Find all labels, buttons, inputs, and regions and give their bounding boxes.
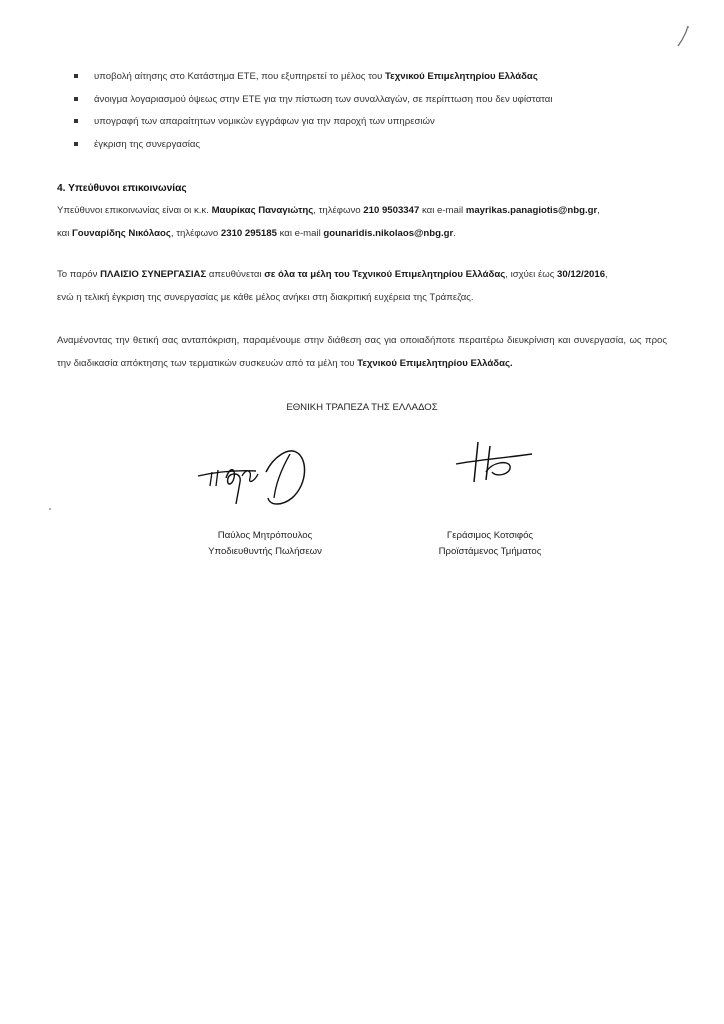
signer-title: Προϊστάμενος Τμήματος (438, 546, 542, 557)
contact-phone: 2310 295185 (220, 227, 277, 239)
list-item: υπογραφή των απαραίτητων νομικών εγγράφων για την παροχή των υπηρεσιών (72, 111, 672, 134)
steps-list (72, 66, 672, 156)
signer-title: Υποδιευθυντής Πωλήσεων (208, 546, 322, 557)
list-item: άνοιγμα λογαριασμού όψεως στην ΕΤΕ για την πίστωση των συναλλαγών, σε περίπτωση που δεν υφίσταται (72, 89, 672, 112)
scan-speck (49, 508, 51, 510)
signer-name: Παύλος Μητρόπουλος (217, 530, 313, 541)
bank-name: ΕΘΝΙΚΗ ΤΡΑΠΕΖΑ ΤΗΣ ΕΛΛΑΔΟΣ (286, 402, 438, 413)
closing-paragraph: Αναμένοντας την θετική σας ανταπόκριση, παραμένουμε στην διάθεση σας για οποιαδήποτε περαιτέρω διευκρίνιση και συνεργασία, ως προς την διαδικασία απόκτησης των τερματικών συσκευών από τα μέλη του Τεχνικού Επιμελητηρίου Ελλάδας. (57, 335, 667, 369)
validity-date: 30/12/2016 (557, 269, 606, 280)
contact-email: mayrikas.panagiotis@nbg.gr (465, 205, 598, 216)
signer-name: Γεράσιμος Κοτσιφός (446, 530, 534, 541)
contact-name: Γουναρίδης Νικόλαος (72, 227, 171, 239)
signer-left (170, 528, 360, 560)
signer-right (395, 528, 585, 560)
contact-phone: 210 9503347 (363, 205, 420, 216)
signature-left-icon (196, 442, 314, 510)
bullet-icon (74, 119, 78, 123)
list-item: έγκριση της συνεργασίας (72, 134, 672, 157)
contact-line: Υπεύθυνοι επικοινωνίας είναι οι κ.κ. Μαυρίκας Παναγιώτης, τηλέφωνο 210 9503347 και e-mail mayrikas.panagiotis@nbg.gr, (57, 205, 600, 216)
contact-line: και Γουναρίδης Νικόλαος, τηλέφωνο 2310 295185 και e-mail gounaridis.nikolaos@nbg.gr. (57, 227, 456, 239)
signature-right-icon (452, 438, 536, 486)
list-item: υποβολή αίτησης στο Κατάστημα ΕΤΕ, που εξυπηρετεί το μέλος του Τεχνικού Επιμελητηρίου Ελλάδας (72, 66, 672, 89)
pen-mark-icon (672, 24, 692, 50)
validity-paragraph: Το παρόν ΠΛΑΙΣΙΟ ΣΥΝΕΡΓΑΣΙΑΣ απευθύνεται σε όλα τα μέλη του Τεχνικού Επιμελητηρίου Ελλάδας, ισχύει έως 30/12/2016, ενώ η τελική έγκριση της συνεργασίας με κάθε μέλος ανήκει στη διακριτική ευχέρεια της Τράπεζας. (57, 269, 608, 303)
contact-email: gounaridis.nikolaos@nbg.gr (323, 227, 454, 239)
section-heading: 4. Υπεύθυνοι επικοινωνίας (57, 183, 187, 194)
contact-name: Μαυρίκας Παναγιώτης (211, 205, 314, 216)
bullet-icon (74, 74, 78, 78)
contacts-paragraph (57, 200, 667, 245)
bullet-icon (74, 97, 78, 101)
bullet-icon (74, 142, 78, 146)
